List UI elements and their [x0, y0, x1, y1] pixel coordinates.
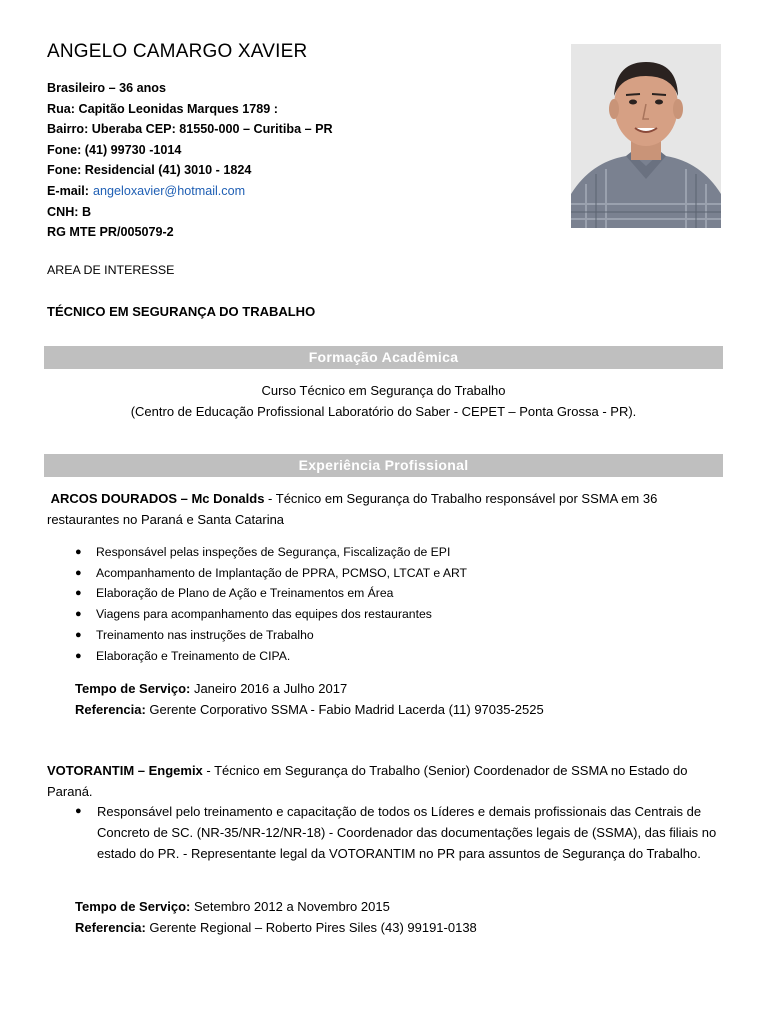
job-votorantim-header [47, 760, 727, 802]
job-description: - Técnico em Segurança do Trabalho (Senior) Coordenador de SSMA no Estado do Paraná. [47, 763, 688, 799]
job-company: VOTORANTIM – Engemix [47, 763, 203, 778]
list-item: ● Elaboração e Treinamento de CIPA. [96, 646, 467, 667]
email-label: E-mail: [47, 183, 89, 198]
phone-residential: Fone: Residencial (41) 3010 - 1824 [47, 163, 252, 178]
job-company: ARCOS DOURADOS – Mc Donalds [50, 491, 265, 506]
reference: Referencia: Gerente Regional – Roberto Pires Siles (43) 99191-0138 [75, 920, 477, 935]
nationality-age: Brasileiro – 36 anos [47, 81, 167, 95]
reference: Referencia: Gerente Corporativo SSMA - Fabio Madrid Lacerda (11) 97035-2525 [75, 702, 544, 717]
job-votorantim-duties [75, 801, 722, 864]
target-position: TÉCNICO EM SEGURANÇA DO TRABALHO [47, 304, 316, 319]
bullet-icon: ● [75, 628, 82, 641]
email-line [47, 181, 333, 202]
service-period: Tempo de Serviço: Setembro 2012 a Novembro 2015 [75, 899, 390, 914]
address-street: Rua: Capitão Leonidas Marques 1789 : [47, 101, 278, 116]
bullet-icon: ● [75, 649, 82, 662]
bullet-icon: ● [75, 805, 82, 817]
list-item: ● Acompanhamento de Implantação de PPRA, PCMSO, LTCAT e ART [96, 563, 467, 584]
driver-license: CNH: B [47, 204, 92, 219]
contact-info [47, 78, 333, 243]
list-item: ● Viagens para acompanhamento das equipes dos restaurantes [96, 604, 467, 625]
list-item: ● Elaboração de Plano de Ação e Treinamentos em Área [96, 583, 467, 604]
job-description: - Técnico em Segurança do Trabalho responsável por SSMA em 36 restaurantes no Paraná e Santa Catarina [47, 491, 658, 527]
email-link[interactable]: angeloxavier@hotmail.com [93, 183, 246, 198]
service-period: Tempo de Serviço: Janeiro 2016 a Julho 2017 [75, 681, 348, 696]
education-course: Curso Técnico em Segurança do Trabalho [261, 383, 506, 398]
rg-mte: RG MTE PR/005079-2 [47, 225, 174, 240]
list-item: ● Responsável pelas inspeções de Segurança, Fiscalização de EPI [96, 542, 467, 563]
bullet-icon: ● [75, 587, 82, 600]
list-item: ● Responsável pelo treinamento e capacitação de todos os Líderes e demais profissionais das Centrais de Concreto de SC. (NR-35/NR-12/NR-18) - Coordenador das documentações legais de (SSMA), das filiais no estado do PR. - Representante legal da VOTORANTIM no PR para assuntos de Segurança do Trabalho. [97, 801, 722, 864]
bullet-icon: ● [75, 546, 82, 558]
address-district: Bairro: Uberaba CEP: 81550-000 – Curitiba – PR [47, 122, 333, 137]
education-section-header: Formação Acadêmica [44, 346, 723, 369]
bullet-icon: ● [75, 608, 82, 621]
phone-mobile: Fone: (41) 99730 -1014 [47, 142, 182, 157]
job-mcdonalds-duties [75, 542, 467, 666]
area-of-interest-label: AREA DE INTERESSE [47, 263, 175, 277]
job-votorantim-meta [75, 896, 477, 938]
experience-section-header: Experiência Profissional [44, 454, 723, 477]
list-item: ● Treinamento nas instruções de Trabalho [96, 625, 467, 646]
candidate-name: ANGELO CAMARGO XAVIER [47, 41, 308, 62]
education-block [44, 381, 723, 422]
job-mcdonalds-header [47, 488, 727, 530]
profile-photo [571, 44, 721, 228]
bullet-icon: ● [75, 566, 82, 579]
job-mcdonalds-meta [75, 678, 544, 720]
education-institution: (Centro de Educação Profissional Laboratório do Saber - CEPET – Ponta Grossa - PR). [130, 403, 637, 419]
